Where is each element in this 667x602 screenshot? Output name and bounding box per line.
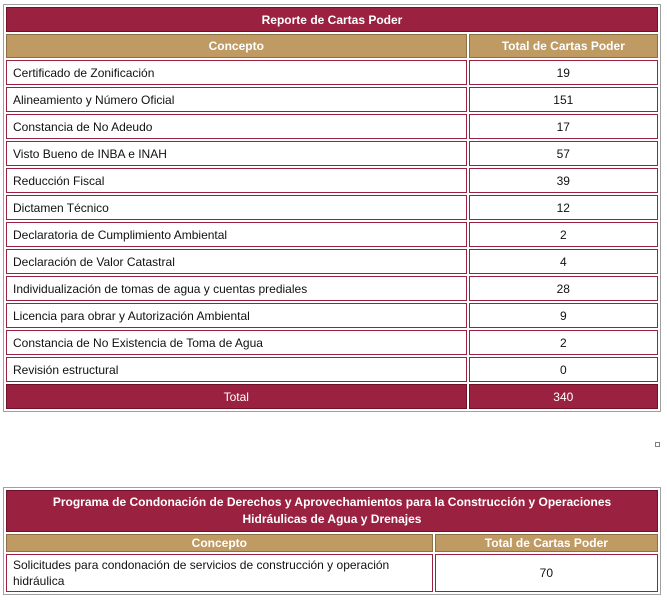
- total-cell: 2: [469, 330, 658, 355]
- total-cell: 57: [469, 141, 658, 166]
- concept-cell: Visto Bueno de INBA e INAH: [6, 141, 467, 166]
- total-cell: 12: [469, 195, 658, 220]
- concept-cell: Solicitudes para condonación de servicios de construcción y operación hidráulica: [6, 554, 433, 592]
- table-row: [6, 87, 658, 112]
- table-resize-handle[interactable]: [655, 442, 660, 447]
- total-cell: 0: [469, 357, 658, 382]
- column-header-total: Total de Cartas Poder: [435, 534, 658, 552]
- column-header-total: Total de Cartas Poder: [469, 34, 658, 58]
- concept-cell: Declaración de Valor Catastral: [6, 249, 467, 274]
- concept-cell: Licencia para obrar y Autorización Ambiental: [6, 303, 467, 328]
- column-header-concept: Concepto: [6, 34, 467, 58]
- condonacion-title: Programa de Condonación de Derechos y Aprovechamientos para la Construcción y Operaciones Hidráulicas de Agua y Drenajes: [6, 490, 658, 532]
- cartas-poder-report-table: [3, 4, 661, 412]
- total-cell: 28: [469, 276, 658, 301]
- total-cell: 4: [469, 249, 658, 274]
- report-title: Reporte de Cartas Poder: [6, 7, 658, 32]
- concept-cell: Revisión estructural: [6, 357, 467, 382]
- table-row: [6, 303, 658, 328]
- total-cell: 19: [469, 60, 658, 85]
- concept-cell: Alineamiento y Número Oficial: [6, 87, 467, 112]
- total-cell: 2: [469, 222, 658, 247]
- concept-cell: Constancia de No Existencia de Toma de Agua: [6, 330, 467, 355]
- table-row: [6, 357, 658, 382]
- table-row: [6, 168, 658, 193]
- total-cell: 151: [469, 87, 658, 112]
- report-total-row: [6, 384, 658, 409]
- table-row: [6, 276, 658, 301]
- condonacion-header-row: [6, 534, 658, 552]
- condonacion-title-row: [6, 490, 658, 532]
- concept-cell: Constancia de No Adeudo: [6, 114, 467, 139]
- table-row: [6, 249, 658, 274]
- total-value: 340: [469, 384, 658, 409]
- report-title-row: [6, 7, 658, 32]
- table-row: [6, 195, 658, 220]
- table-row: [6, 222, 658, 247]
- concept-cell: Dictamen Técnico: [6, 195, 467, 220]
- concept-cell: Individualización de tomas de agua y cuentas prediales: [6, 276, 467, 301]
- table-row: [6, 554, 658, 592]
- concept-cell: Certificado de Zonificación: [6, 60, 467, 85]
- table-row: [6, 141, 658, 166]
- table-row: [6, 114, 658, 139]
- condonacion-table: [3, 487, 661, 595]
- concept-cell: Declaratoria de Cumplimiento Ambiental: [6, 222, 467, 247]
- total-cell: 39: [469, 168, 658, 193]
- table-row: [6, 60, 658, 85]
- total-label: Total: [6, 384, 467, 409]
- total-cell: 9: [469, 303, 658, 328]
- concept-cell: Reducción Fiscal: [6, 168, 467, 193]
- column-header-concept: Concepto: [6, 534, 433, 552]
- table-row: [6, 330, 658, 355]
- report-header-row: [6, 34, 658, 58]
- total-cell: 17: [469, 114, 658, 139]
- total-cell: 70: [435, 554, 658, 592]
